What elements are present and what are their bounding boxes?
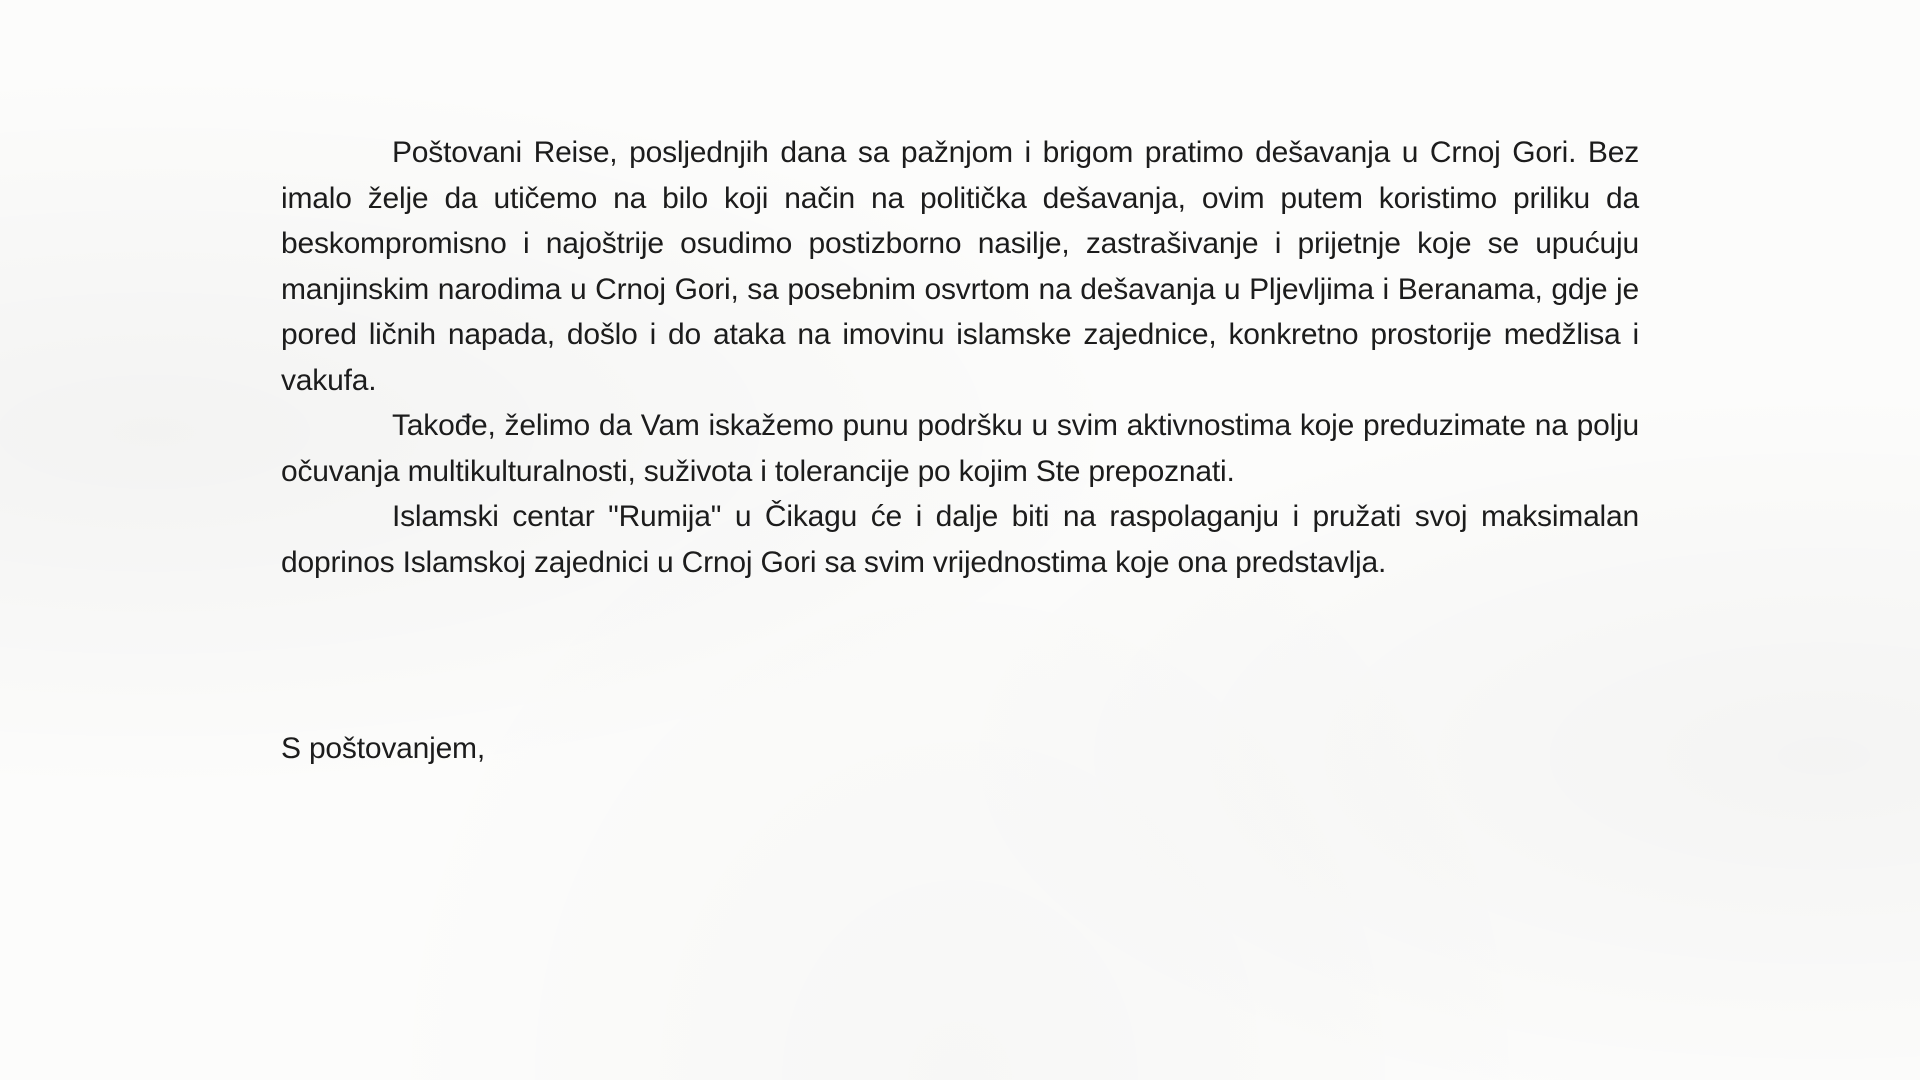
letter-body <box>281 130 1639 585</box>
letter-paragraph-support: Takođe, želimo da Vam iskažemo punu podršku u svim aktivnostima koje preduzimate na polju očuvanja multikulturalnosti, suživota i tolerancije po kojim Ste prepoznati. <box>281 409 1639 488</box>
letter-paragraph-contribution: Islamski centar "Rumija" u Čikagu će i dalje biti na raspolaganju i pružati svoj maksimalan doprinos Islamskoj zajednici u Crnoj Gori sa svim vrijednostima koje ona predstavlja. <box>281 500 1639 579</box>
letter-closing: S poštovanjem, <box>281 732 485 765</box>
letter-paragraph-condemnation: Poštovani Reise, posljednjih dana sa pažnjom i brigom pratimo dešavanja u Crnoj Gori. Bez imalo želje da utičemo na bilo koji način na politička dešavanja, ovim putem koristimo priliku da beskompromisno i najoštrije osudimo postizborno nasilje, zastrašivanje i prijetnje koje se upućuju manjinskim narodima u Crnoj Gori, sa posebnim osvrtom na dešavanja u Pljevljima i Beranama, gdje je pored ličnih napada, došlo i do ataka na imovinu islamske zajednice, konkretno prostorije medžlisa i vakufa. <box>281 136 1639 397</box>
